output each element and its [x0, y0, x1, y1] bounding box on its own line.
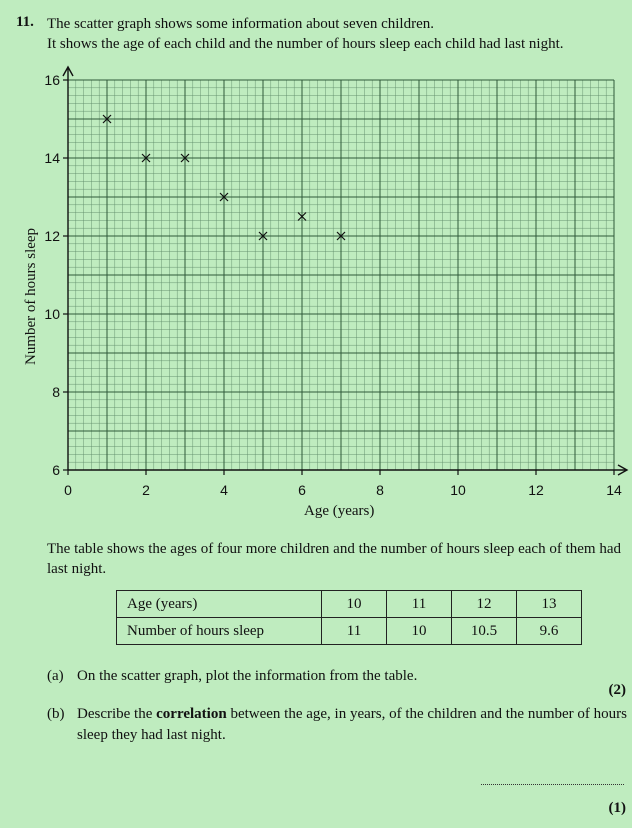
table-row-sleep — [117, 618, 582, 645]
y-tick-label: 14 — [44, 150, 60, 166]
x-tick-label: 14 — [606, 482, 622, 498]
y-axis-label: Number of hours sleep — [23, 227, 39, 365]
x-tick-label: 10 — [450, 482, 466, 498]
part-a-marks: (2) — [608, 682, 626, 698]
axes — [63, 67, 627, 475]
y-tick-label: 12 — [44, 228, 60, 244]
table-cell: 11 — [322, 618, 387, 645]
part-b-text — [77, 704, 632, 746]
y-tick-label: 10 — [44, 306, 60, 322]
table-cell: 11 — [387, 591, 452, 618]
x-tick-label: 6 — [298, 482, 306, 498]
x-tick-label: 4 — [220, 482, 228, 498]
y-tick-label: 16 — [44, 72, 60, 88]
question-number: 11. — [16, 14, 34, 30]
x-tick-label: 8 — [376, 482, 384, 498]
y-tick-label: 6 — [52, 462, 60, 478]
x-tick-label: 2 — [142, 482, 150, 498]
part-b-text-after: between the age, in years, of the children and the number of hours sleep they had last night. — [77, 706, 627, 743]
table-cell: 10 — [322, 591, 387, 618]
part-b-text-before: Describe the — [77, 706, 157, 722]
x-tick-label: 12 — [528, 482, 544, 498]
answer-line[interactable] — [481, 784, 624, 785]
table-header-age: Age (years) — [117, 591, 322, 618]
x-axis-label: Age (years) — [304, 503, 375, 519]
major-grid — [68, 80, 614, 470]
table-row-age — [117, 591, 582, 618]
y-tick-label: 8 — [52, 384, 60, 400]
part-a-label: (a) — [47, 668, 64, 684]
part-a — [47, 666, 417, 686]
table-cell: 10 — [387, 618, 452, 645]
part-b-label: (b) — [47, 706, 65, 722]
data-table — [116, 590, 582, 645]
table-cell: 10.5 — [452, 618, 517, 645]
table-cell: 12 — [452, 591, 517, 618]
table-intro: The table shows the ages of four more children and the number of hours sleep each of them had last night. — [47, 541, 621, 577]
x-tick-label: 0 — [64, 482, 72, 498]
table-header-sleep: Number of hours sleep — [117, 618, 322, 645]
part-a-text: On the scatter graph, plot the information from the table. — [77, 668, 418, 684]
table-cell: 9.6 — [517, 618, 582, 645]
part-b-bold-term: correlation — [156, 706, 227, 722]
intro-line-2: It shows the age of each child and the number of hours sleep each child had last night. — [47, 36, 564, 52]
table-cell: 13 — [517, 591, 582, 618]
part-b-marks: (1) — [608, 800, 626, 816]
intro-line-1: The scatter graph shows some information about seven children. — [47, 16, 434, 32]
